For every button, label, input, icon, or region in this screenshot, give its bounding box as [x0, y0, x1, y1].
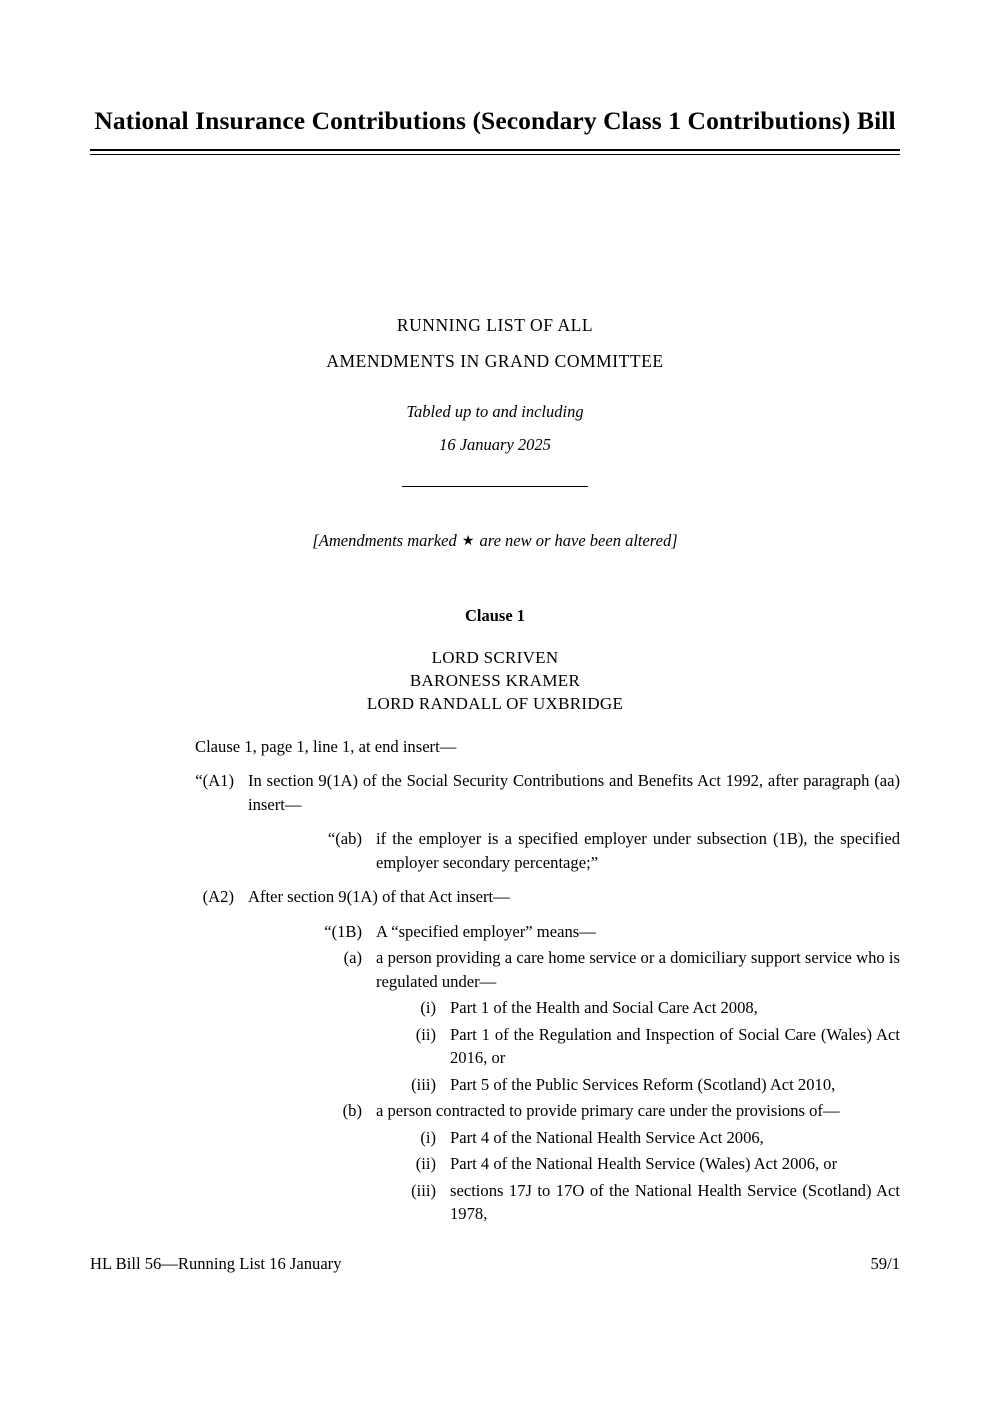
- item-text: if the employer is a specified employer under subsection (1B), the specified employer secondary percentage;”: [376, 829, 900, 872]
- item-marker: (iii): [411, 1180, 436, 1200]
- running-list-heading-line-1: RUNNING LIST OF ALL: [396, 314, 594, 335]
- item-marker: (ii): [415, 1154, 436, 1174]
- amendment-item: [90, 1152, 900, 1176]
- clause-heading: Clause 1: [464, 605, 526, 625]
- document-heading-block: [90, 307, 900, 461]
- page-footer: [90, 1254, 900, 1274]
- amendment-item: [90, 1126, 900, 1150]
- sponsor-name: LORD SCRIVEN: [431, 647, 559, 667]
- amendment-item: [90, 920, 900, 944]
- item-marker: (a): [343, 948, 362, 968]
- item-marker: “(ab): [327, 829, 362, 849]
- amendment-item: [90, 1099, 900, 1123]
- document-page: [90, 0, 900, 1401]
- amendment-lead-line: Clause 1, page 1, line 1, at end insert—: [195, 736, 457, 756]
- starred-amendments-note: [90, 531, 900, 551]
- item-text: a person contracted to provide primary care under the provisions of—: [376, 1101, 840, 1121]
- item-text: In section 9(1A) of the Social Security Contributions and Benefits Act 1992, after paragraph (aa) insert—: [248, 771, 900, 814]
- item-marker: (i): [420, 998, 436, 1018]
- footer-page-number: 59/1: [870, 1254, 900, 1273]
- item-text: a person providing a care home service or a domiciliary support service who is regulated under—: [376, 948, 900, 991]
- tabled-date: 16 January 2025: [439, 434, 551, 454]
- sponsor-name: BARONESS KRAMER: [409, 670, 581, 690]
- amendment-body: [90, 735, 900, 1226]
- item-text: A “specified employer” means—: [376, 921, 596, 941]
- item-text: Part 4 of the National Health Service (Wales) Act 2006, or: [450, 1154, 838, 1174]
- amendment-item: [90, 769, 900, 816]
- item-text: Part 1 of the Regulation and Inspection of Social Care (Wales) Act 2016, or: [450, 1024, 900, 1068]
- item-text: After section 9(1A) of that Act insert—: [248, 887, 510, 907]
- item-marker: (iii): [411, 1074, 436, 1094]
- item-text: Part 4 of the National Health Service Act 2006,: [450, 1127, 764, 1147]
- starred-note-prefix: [Amendments marked: [312, 530, 457, 550]
- item-marker: (i): [420, 1127, 436, 1147]
- item-marker: “(A1): [195, 771, 234, 791]
- starred-note-suffix: are new or have been altered]: [479, 530, 678, 550]
- item-marker: (ii): [415, 1024, 436, 1044]
- footer-bill-reference: HL Bill 56—Running List 16 January: [90, 1254, 342, 1273]
- star-icon: ★: [461, 533, 475, 549]
- item-text: Part 5 of the Public Services Reform (Scotland) Act 2010,: [450, 1074, 836, 1094]
- amendment-item: [90, 827, 900, 874]
- amendment-item: [90, 885, 900, 909]
- sponsor-name: LORD RANDALL OF UXBRIDGE: [366, 693, 624, 713]
- item-text: sections 17J to 17O of the National Health Service (Scotland) Act 1978,: [450, 1180, 900, 1224]
- amendment-item: [90, 946, 900, 993]
- amendment-item: [90, 1023, 900, 1070]
- amendment-item: [90, 1179, 900, 1226]
- amendment-item: [90, 1073, 900, 1097]
- item-marker: (A2): [202, 887, 234, 907]
- item-marker: (b): [342, 1101, 362, 1121]
- amendment-item: [90, 996, 900, 1020]
- title-divider: [90, 149, 900, 155]
- item-marker: “(1B): [324, 921, 362, 941]
- sponsor-list: [90, 646, 900, 715]
- item-text: Part 1 of the Health and Social Care Act 2008,: [450, 998, 758, 1018]
- running-list-heading-line-2: AMENDMENTS IN GRAND COMMITTEE: [326, 350, 664, 371]
- tabled-label: Tabled up to and including: [406, 401, 584, 421]
- heading-separator-rule: [402, 486, 588, 487]
- page-title: National Insurance Contributions (Secondary Class 1 Contributions) Bill: [94, 106, 896, 135]
